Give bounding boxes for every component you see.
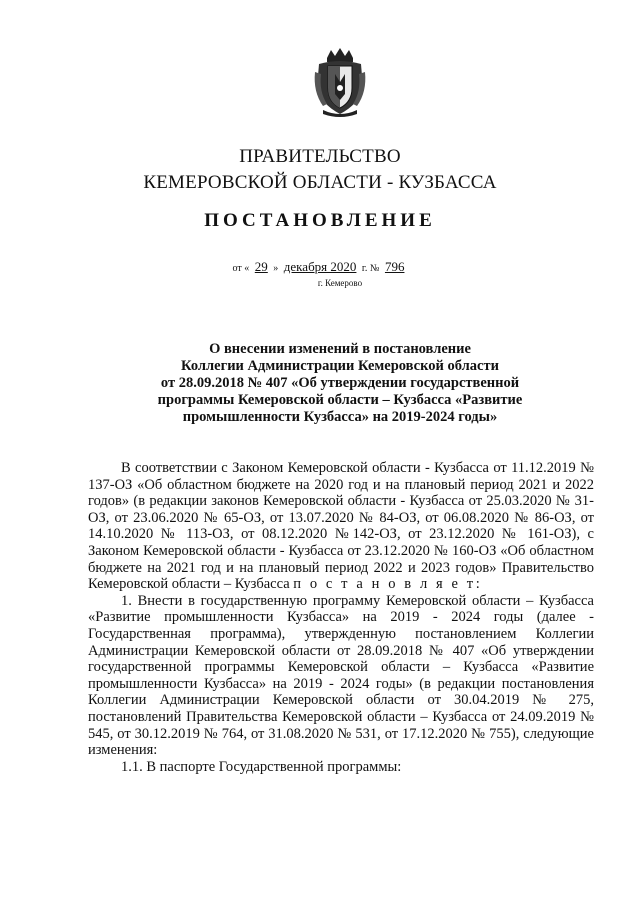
date-year-suffix: г. (361, 263, 368, 274)
number-label: № (369, 263, 380, 274)
title-line: промышленности Кузбасса» на 2019-2024 годы» (182, 409, 498, 425)
decree-number: 796 (384, 259, 405, 274)
document-type-title: ПОСТАНОВЛЕНИЕ (204, 210, 436, 231)
preamble-text: В соответствии с Законом Кемеровской области - Кузбасса от 11.12.2019 № 137-ОЗ «Об областном бюджете на 2020 год и на плановый период 2021 и 2022 годов» (в редакции законов Кемеровской области - Кузбасса от 25.03.2020 № 31-ОЗ, от 23.06.2020 № 65-ОЗ, от 13.07.2020 № 84-ОЗ, от 06.08.2020 № 86-ОЗ, от 14.10.2020 № 113-ОЗ, от 08.12.2020 №142-ОЗ, от 23.12.2020 № 161-ОЗ), с Законом Кемеровской области - Кузбасса от 23.12.2020 № 160-ОЗ «Об областном бюджете на 2021 год и на плановый период 2022 и 2023 годов» Правительство Кемеровской области – Кузбасса (88, 460, 594, 593)
kuzbass-coat-of-arms-icon (313, 48, 367, 118)
date-from-label: от « (232, 263, 250, 274)
date-quote-close: » (273, 263, 279, 274)
government-name-line1: ПРАВИТЕЛЬСТВО (239, 146, 401, 167)
document-body (88, 460, 594, 775)
title-line: Коллегии Администрации Кемеровской области (181, 358, 499, 374)
date-month-year: декабря 2020 (283, 259, 357, 274)
title-line: программы Кемеровской области – Кузбасса «Развитие (157, 392, 523, 408)
document-title (120, 341, 560, 426)
government-name-line2: КЕМЕРОВСКОЙ ОБЛАСТИ - КУЗБАССА (143, 172, 497, 193)
title-line: О внесении изменений в постановление (209, 341, 471, 357)
resolves-text: п о с т а н о в л я е т: (293, 576, 483, 593)
item-1-paragraph: 1. Внести в государственную программу Кемеровской области – Кузбасса «Развитие промышленности Кузбасса» на 2019 - 2024 годы (далее - Государственная программа), утвержденную постановлением Коллегии Администрации Кемеровской области от 28.09.2018 № 407 «Об утверждении государственной программы Кемеровской области – Кузбасса «Развитие промышленности Кузбасса» на 2019 - 2024 годы» (в редакции постановления Коллегии Администрации Кемеровской области от 30.04.2019 № 275, постановлений Правительства Кемеровской области – Кузбасса от 24.09.2019 № 545, от 30.12.2019 № 764, от 31.08.2020 № 531, от 17.12.2020 № 755), следующие изменения: (88, 592, 594, 759)
city-name: г. Кемерово (317, 278, 363, 288)
item-1-1-paragraph: 1.1. В паспорте Государственной программы: (121, 758, 402, 775)
date-day: 29 (254, 259, 268, 274)
title-line: от 28.09.2018 № 407 «Об утверждении государственной (160, 375, 520, 391)
preamble-paragraph (88, 460, 594, 593)
date-number-line (0, 259, 640, 275)
